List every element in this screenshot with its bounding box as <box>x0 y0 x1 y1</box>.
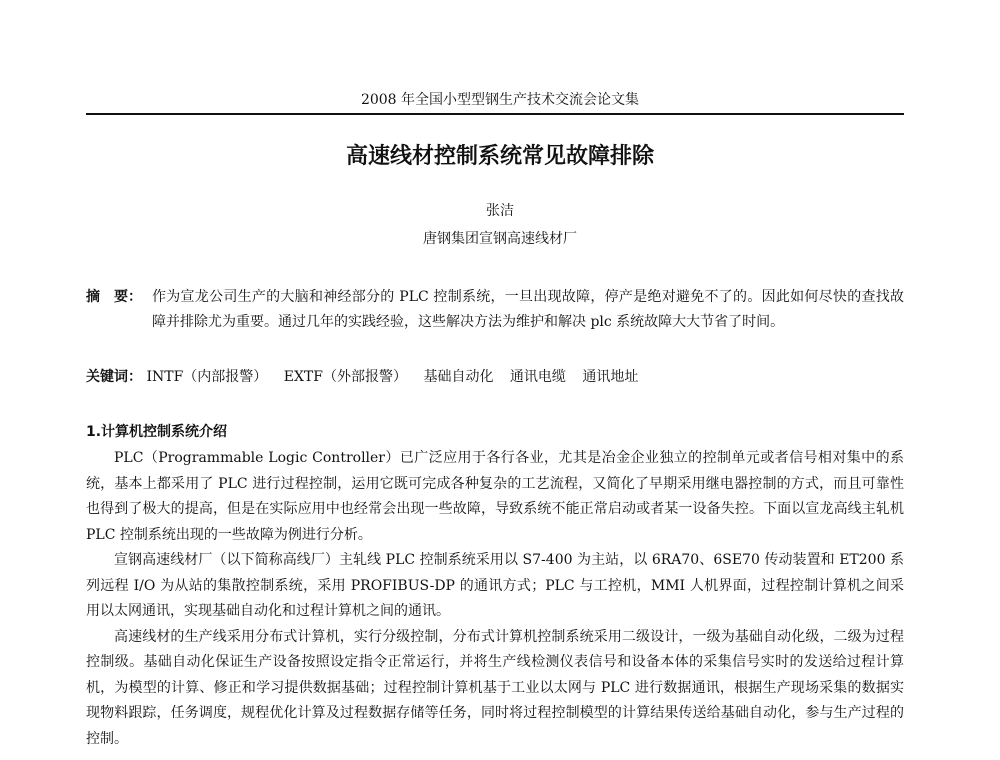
author-name: 张洁 <box>486 203 514 219</box>
paper-title: 高速线材控制系统常见故障排除 <box>345 143 654 169</box>
author-affiliation: 唐钢集团宣钢高速线材厂 <box>423 231 577 247</box>
body-paragraph: PLC（Programmable Logic Controller）已广泛应用于各行各业，尤其是冶金企业独立的控制单元或者信号相对集中的系统，基本上都采用了 PLC 进行过程控制，运用它既可完成各种复杂的工艺流程，又简化了早期采用继电器控制的方式，而且可靠性也得到了极大的提高，但是在实际应用中也经常会出现一些故障，导致系统不能正常启动或者某一设备失控。下面以宣龙高线主轧机 PLC 控制系统出现的一些故障为例进行分析。 <box>86 450 904 543</box>
header-rule <box>86 113 904 115</box>
running-head: 2008 年全国小型型钢生产技术交流会论文集 <box>360 92 640 108</box>
body-paragraph: 高速线材的生产线采用分布式计算机，实行分级控制，分布式计算机控制系统采用二级设计，一级为基础自动化级，二级为过程控制级。基础自动化保证生产设备按照设定指令正常运行，并将生产线检测仪表信号和设备本体的采集信号实时的发送给过程计算机，为模型的计算、修正和学习提供数据基础；过程控制计算机基于工业以太网与 PLC 进行数据通讯，根据生产现场采集的数据实现物料跟踪，任务调度，规程优化计算及过程数据存储等任务，同时将过程控制模型的计算结果传送给基础自动化，参与生产过程的控制。 <box>86 628 904 747</box>
keyword-item: INTF（内部报警） <box>146 369 268 385</box>
keyword-item: 通讯电缆 <box>509 369 566 385</box>
keywords-line <box>86 366 904 388</box>
body-paragraph: 宣钢高速线材厂（以下简称高线厂）主轧线 PLC 控制系统采用以 S7-400 为主站，以 6RA70、6SE70 传动装置和 ET200 系列远程 I/O 为从站的集散控制系统，采用 PROFIBUS-DP 的通讯方式；PLC 与工控机，MMI 人机界面，过程控制计算机之间采用以太网通讯，实现基础自动化和过程计算机之间的通讯。 <box>86 552 904 619</box>
section-heading: 1.计算机控制系统介绍 <box>86 424 228 440</box>
abstract-block <box>86 285 904 335</box>
keyword-item: EXTF（外部报警） <box>283 369 407 385</box>
keyword-item: 通讯地址 <box>582 369 639 385</box>
section-body <box>86 446 904 752</box>
keywords-label: 关键词： <box>86 369 142 385</box>
abstract-text: 作为宣龙公司生产的大脑和神经部分的 PLC 控制系统，一旦出现故障，停产是绝对避免不了的。因此如何尽快的查找故障并排除尤为重要。通过几年的实践经验，这些解决方法为维护和解决 plc 系统故障大大节省了时间。 <box>152 289 904 330</box>
abstract-label: 摘 要： <box>86 289 142 305</box>
keyword-item: 基础自动化 <box>423 369 494 385</box>
